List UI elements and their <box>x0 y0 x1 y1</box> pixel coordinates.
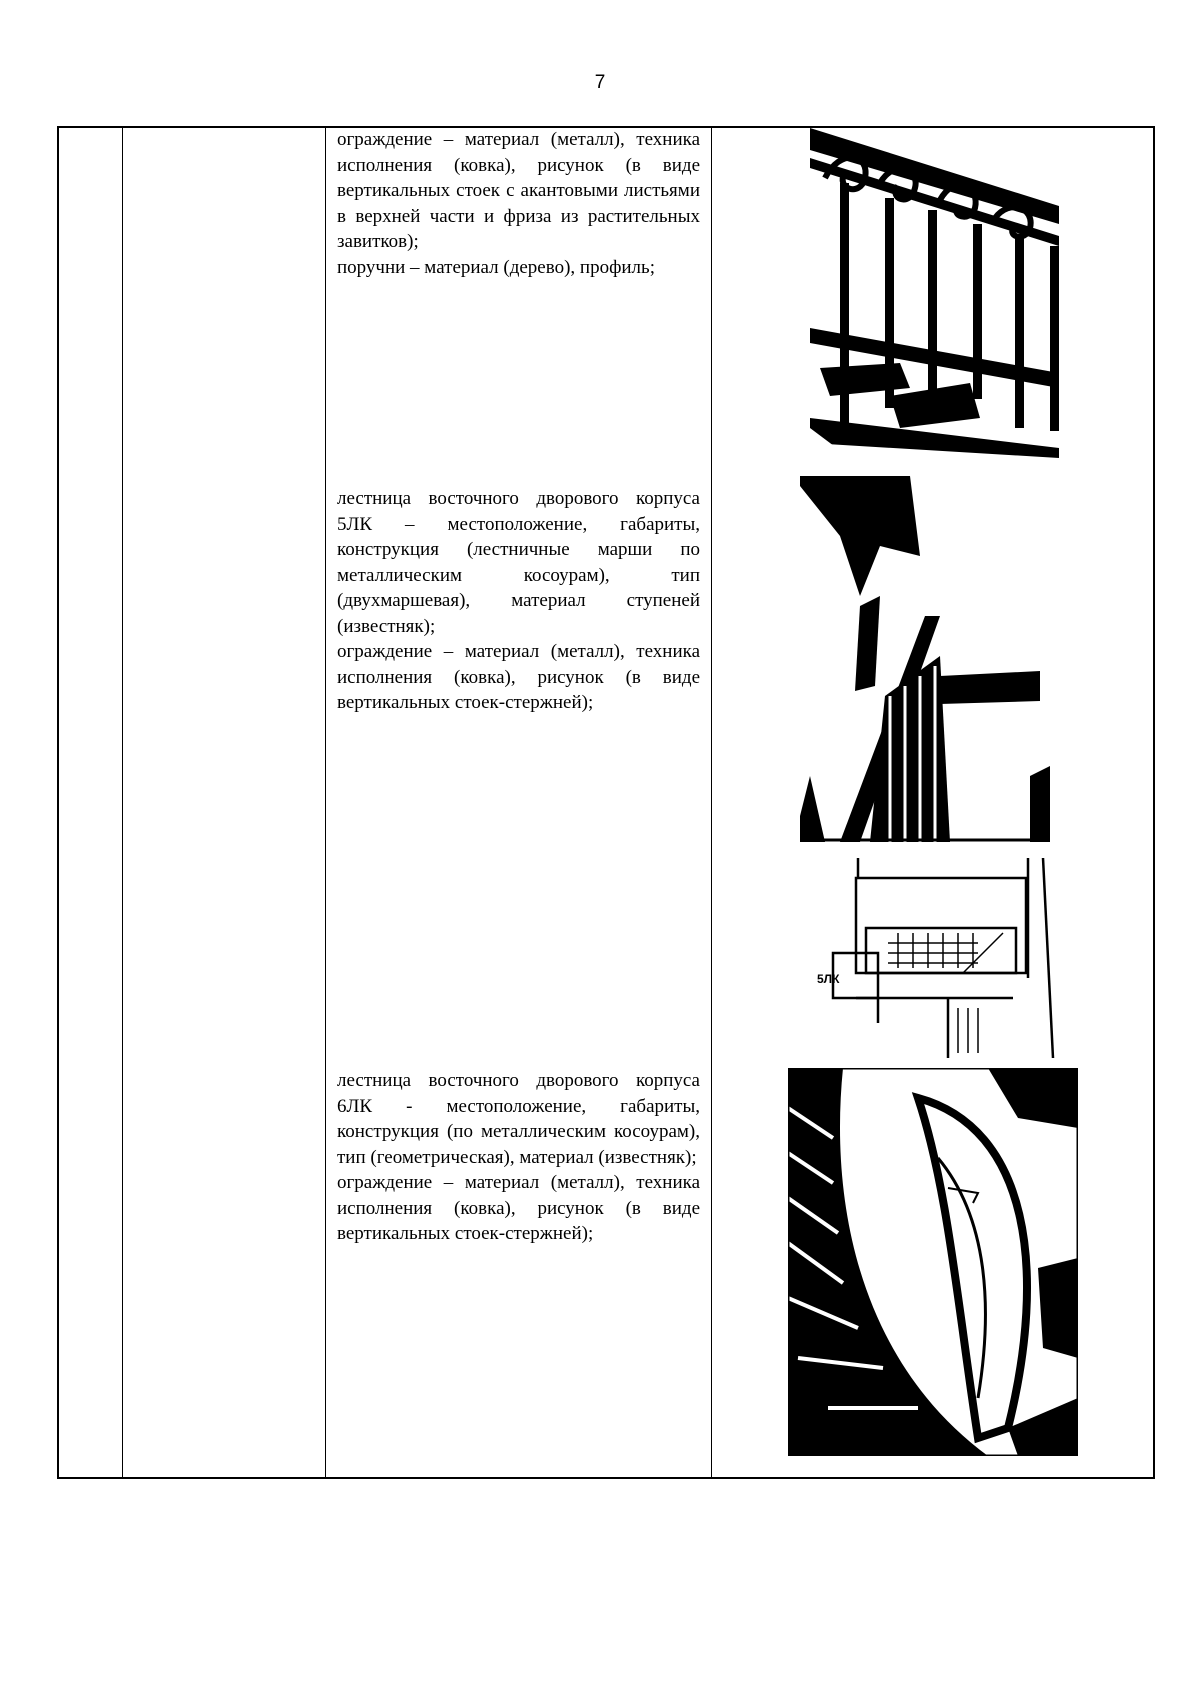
entry-paragraph: ограждение – материал (металл), техника исполнения (ковка), рисунок (в виде вертикальных стоек-стержней); <box>337 1172 700 1244</box>
page-number: 7 <box>594 72 606 93</box>
entry-paragraph: ограждение – материал (металл), техника исполнения (ковка), рисунок (в виде вертикальных стоек-стержней); <box>337 641 700 713</box>
entry-description <box>337 486 700 716</box>
entry-paragraph: ограждение – материал (металл), техника исполнения (ковка), рисунок (в виде вертикальных стоек с акантовыми листьями в верхней части и фриза из растительных завитков); <box>337 129 700 252</box>
entry-description <box>337 127 700 280</box>
staircase-6lk-photo <box>788 1068 1078 1456</box>
entry-paragraph: поручни – материал (дерево), профиль; <box>337 256 655 278</box>
entry-paragraph: лестница восточного дворового корпуса 5ЛК – местоположение, габариты, конструкция (лестничные марши по металлическим косоурам), тип (двухмаршевая), материал ступеней (известняк); <box>337 488 700 637</box>
staircase-5lk-photo <box>800 476 1050 842</box>
column-divider <box>711 128 712 1477</box>
floor-plan-label: 5ЛК <box>817 972 840 986</box>
column-divider <box>122 128 123 1477</box>
column-divider <box>325 128 326 1477</box>
entry-paragraph: лестница восточного дворового корпуса 6ЛК - местоположение, габариты, конструкция (по металлическим косоурам), тип (геометрическая), материал (известняк); <box>337 1070 700 1168</box>
floor-plan-5lk <box>818 858 1058 1058</box>
wrought-iron-railing-photo <box>810 128 1059 458</box>
entry-description <box>337 1068 700 1247</box>
